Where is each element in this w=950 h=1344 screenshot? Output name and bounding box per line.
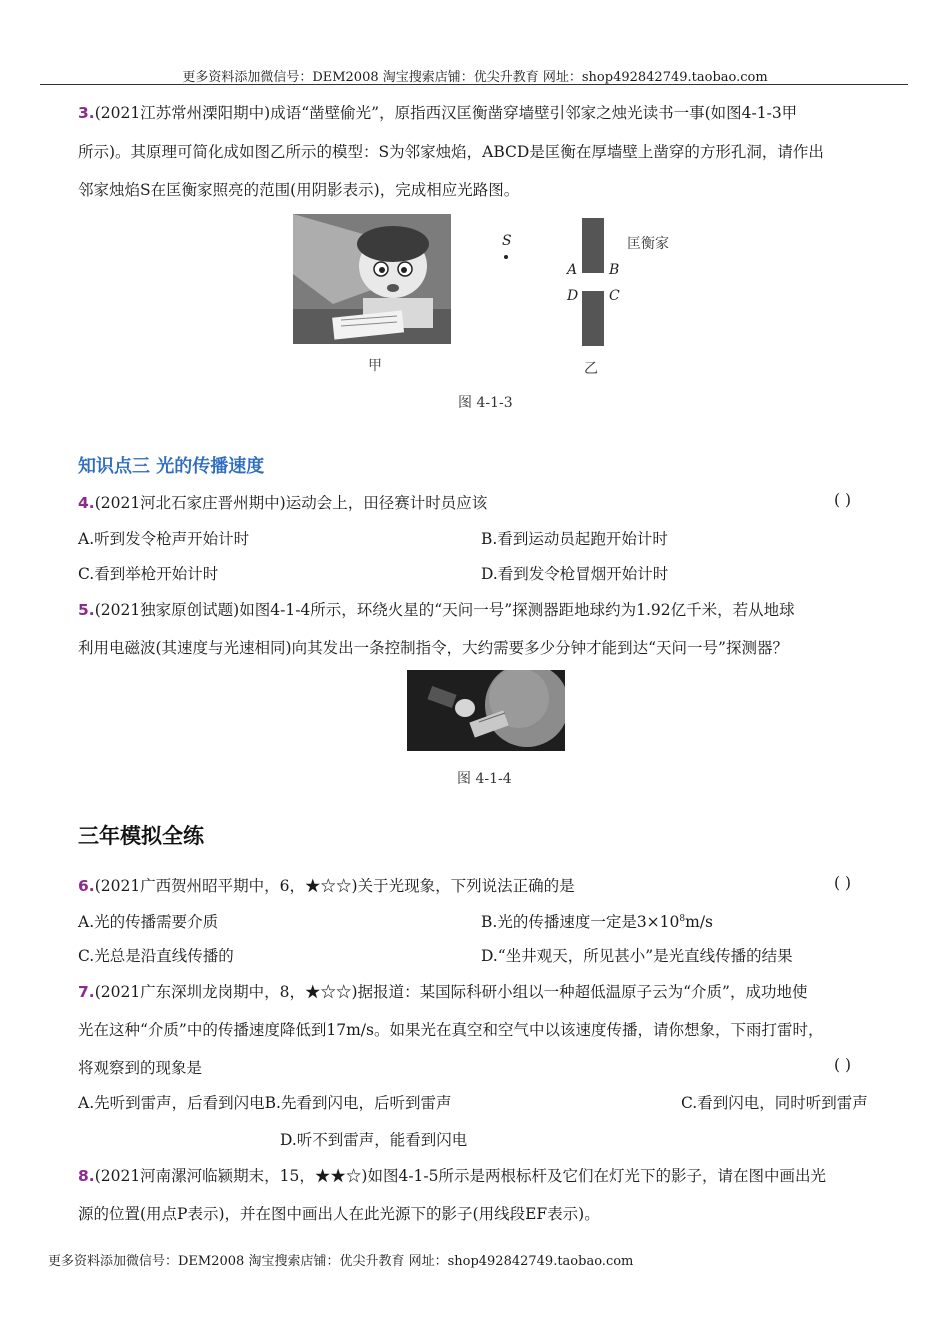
question-6-answer-blank: ( ) [834,874,852,892]
candle-point-s [504,255,508,259]
figure-4-1-3-caption: 图 4-1-3 [458,395,513,411]
question-7-number: 7. [78,983,95,1001]
wall-lower-block [582,291,604,346]
header-divider [40,84,908,85]
page-header: 更多资料添加微信号：DEM2008 淘宝搜索店铺：优尖升教育 网址：shop492842749.taobao.com [182,70,768,85]
question-6-option-a: A.光的传播需要介质 [78,913,219,931]
figure-4-1-4-caption: 图 4-1-4 [457,771,512,787]
figure-4-1-3-label-yi: 乙 [584,361,598,377]
question-4-option-c: C.看到举枪开始计时 [78,565,219,583]
label-d: D [567,288,579,304]
label-b: B [609,262,620,278]
page-footer: 更多资料添加微信号：DEM2008 淘宝搜索店铺：优尖升教育 网址：shop492842749.taobao.com [48,1254,634,1269]
question-4-option-b: B.看到运动员起跑开始计时 [481,530,668,548]
question-7-line2: 光在这种“介质”中的传播速度降低到17m/s。如果光在真空和空气中以该速度传播，请你想象，下雨打雷时， [78,1021,824,1039]
label-a: A [567,262,578,278]
question-8-line1: 8.(2021河南漯河临颍期末，15，★★☆)如图4-1-5所示是两根标杆及它们在灯光下的影子，请在图中画出光 [78,1167,827,1185]
section-heading-light-speed: 知识点三 光的传播速度 [78,456,265,477]
figure-4-1-4-mars-probe-image [407,670,565,751]
question-4-option-a: A.听到发令枪声开始计时 [78,530,250,548]
question-3-line2: 所示)。其原理可简化成如图乙所示的模型：S为邻家烛焰，ABCD是匡衡在厚墙壁上凿穿的方形孔洞，请作出 [78,143,824,161]
figure-4-1-3-illustration [293,214,451,344]
question-7-line3: 将观察到的现象是 [78,1059,203,1077]
question-5-line2: 利用电磁波(其速度与光速相同)向其发出一条控制指令，大约需要多少分钟才能到达“天问一号”探测器？ [78,639,788,657]
question-3-line1: 3.(2021江苏常州溧阳期中)成语“凿壁偷光”，原指西汉匡衡凿穿墙壁引邻家之烛光读书一事(如图4-1-3甲 [78,104,798,122]
label-c: C [609,288,620,304]
question-4-stem: 4.(2021河北石家庄晋州期中)运动会上，田径赛计时员应该 [78,494,488,512]
question-6-option-b: B.光的传播速度一定是$3\times 10^8m/s$ [481,913,713,931]
question-3-line3: 邻家烛焰S在匡衡家照亮的范围(用阴影表示)，完成相应光路图。 [78,181,520,199]
section-heading-three-year-practice: 三年模拟全练 [78,824,204,848]
question-5-number: 5. [78,601,95,619]
question-8-line2: 源的位置(用点P表示)，并在图中画出人在此光源下的影子(用线段EF表示)。 [78,1205,600,1223]
question-7-line1: 7.(2021广东深圳龙岗期中，8，★☆☆)据报道：某国际科研小组以一种超低温原子云为“介质”，成功地使 [78,983,808,1001]
wall-upper-block [582,218,604,273]
question-7-option-c: C.看到闪电，同时听到雷声 [681,1094,868,1112]
question-3-number: 3. [78,104,95,122]
question-7-option-d: D.听不到雷声，能看到闪电 [280,1131,468,1149]
question-6-number: 6. [78,877,95,895]
figure-4-1-3-label-jia: 甲 [368,358,382,374]
label-s: S [502,233,512,249]
label-kuang-heng-home: 匡衡家 [627,236,669,252]
question-6-stem: 6.(2021广西贺州昭平期中，6，★☆☆)关于光现象，下列说法正确的是 [78,877,575,895]
question-5-line1: 5.(2021独家原创试题)如图4-1-4所示，环绕火星的“天问一号”探测器距地球约为1.92亿千米，若从地球 [78,601,795,619]
question-4-answer-blank: ( ) [834,491,852,509]
question-6-option-d: D.“坐井观天，所见甚小”是光直线传播的结果 [481,947,793,965]
question-8-number: 8. [78,1167,95,1185]
question-4-option-d: D.看到发令枪冒烟开始计时 [481,565,669,583]
question-4-number: 4. [78,494,95,512]
question-6-option-c: C.光总是沿直线传播的 [78,947,234,965]
question-7-option-ab: A.先听到雷声，后看到闪电B.先看到闪电，后听到雷声 [78,1094,452,1112]
question-7-answer-blank: ( ) [834,1056,852,1074]
